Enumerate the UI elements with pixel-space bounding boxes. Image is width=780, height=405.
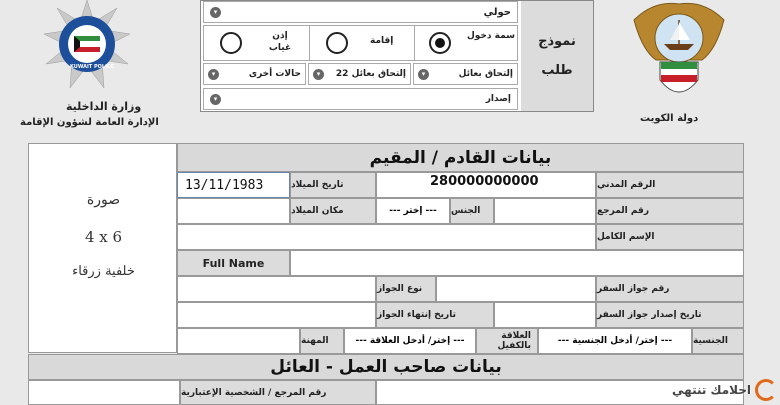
job-label: المهنة [300, 328, 344, 354]
option-label: إذن غياب [268, 31, 292, 53]
select-article-22[interactable] [308, 63, 411, 85]
governorate-select[interactable] [203, 1, 518, 23]
full-name-ar-input[interactable] [177, 224, 596, 250]
option-label: إقامة [370, 36, 394, 46]
form-title-box [521, 1, 593, 111]
select-value: 22 إلتحاق بعائل [335, 69, 406, 79]
photo-line-1: صورة [86, 192, 121, 208]
police-emblem-text: KUWAIT POLICE [70, 64, 115, 70]
birth-date-value: 13/11/1983 [185, 178, 264, 193]
nationality-label: الجنسية [692, 328, 744, 354]
chevron-down-icon: ▾ [418, 69, 429, 80]
issue-value: إصدار [485, 94, 511, 104]
options-row [203, 25, 518, 61]
passport-expiry-input[interactable] [177, 302, 376, 328]
request-form-box [200, 0, 594, 112]
select-value: إلتحاق بعائل [458, 69, 513, 79]
chevron-down-icon: ▾ [208, 69, 219, 80]
select-other-cases[interactable] [203, 63, 306, 85]
passport-type-input[interactable] [177, 276, 376, 302]
option-entry-visa[interactable] [414, 26, 519, 60]
radio-icon[interactable] [220, 32, 242, 54]
select-value: حالات أخرى [248, 69, 301, 79]
civil-id-value: 280000000000 [430, 174, 539, 189]
birth-place-input[interactable] [177, 198, 290, 224]
arrival-section-title: بيانات القادم / المقيم [177, 143, 744, 172]
relation-label: العلاقة بالكفيل [476, 328, 538, 354]
issue-select[interactable] [203, 88, 518, 110]
nationality-select[interactable] [538, 328, 692, 354]
option-absence-permit[interactable] [204, 26, 309, 60]
governorate-value: حولي [483, 6, 511, 18]
radio-icon[interactable] [326, 32, 348, 54]
photo-line-2: 4 x 6 [84, 228, 123, 246]
passport-issue-label: تاريخ إصدار جواز السفر [596, 302, 744, 328]
employer-section-title: بيانات صاحب العمل - العائل [28, 354, 744, 380]
job-input[interactable] [177, 328, 300, 354]
gender-value: --- إختر --- [389, 206, 437, 216]
kuwait-police-emblem [42, 0, 132, 92]
full-name-en-label: Full Name [177, 250, 290, 276]
gender-select[interactable] [376, 198, 450, 224]
ref-no-input[interactable] [494, 198, 596, 224]
ref-no-label: رقم المرجع [596, 198, 744, 224]
option-label: سمة دخول [466, 31, 515, 41]
birth-place-label: مكان الميلاد [290, 198, 376, 224]
watermark-icon [755, 379, 777, 401]
watermark-text: احلامك تنتهي [672, 382, 752, 397]
relation-select[interactable] [344, 328, 476, 354]
passport-no-input[interactable] [436, 276, 596, 302]
passport-issue-input[interactable] [494, 302, 596, 328]
civil-id-label: الرقم المدني [596, 172, 744, 198]
photo-placeholder [28, 143, 177, 353]
nationality-value: --- إختر/ أدخل الجنسية --- [557, 336, 673, 346]
relation-value: --- إختر/ أدخل العلاقة --- [355, 336, 465, 346]
employer-ref-label: رقم المرجع / الشخصية الإعتبارية [180, 380, 376, 405]
birth-date-label: تاريخ الميلاد [290, 172, 376, 198]
photo-line-3: خلفية زرقاء [72, 264, 135, 279]
ministry-subtitle: الإدارة العامة لشؤون الإقامة [20, 117, 159, 128]
kuwait-coat-of-arms [624, 0, 734, 108]
form-title-line1: نموذج [538, 34, 576, 49]
option-residence[interactable] [309, 26, 414, 60]
chevron-down-icon: ▾ [210, 94, 221, 105]
form-title-line2: طلب [541, 63, 573, 78]
watermark-logo [672, 374, 780, 405]
passport-type-label: نوع الجواز [376, 276, 436, 302]
employer-left-blank [28, 380, 180, 405]
passport-no-label: رقم جواز السفر [596, 276, 744, 302]
passport-expiry-label: تاريخ إنتهاء الجواز [376, 302, 494, 328]
select-family-join[interactable] [413, 63, 518, 85]
country-label: دولة الكويت [640, 113, 699, 124]
chevron-down-icon: ▾ [313, 69, 324, 80]
ministry-title: وزارة الداخلية [66, 100, 142, 113]
full-name-en-input[interactable] [290, 250, 744, 276]
full-name-ar-label: الإسم الكامل [596, 224, 744, 250]
chevron-down-icon: ▾ [210, 7, 221, 18]
gender-label: الجنس [450, 198, 494, 224]
radio-selected-icon[interactable] [429, 32, 451, 54]
